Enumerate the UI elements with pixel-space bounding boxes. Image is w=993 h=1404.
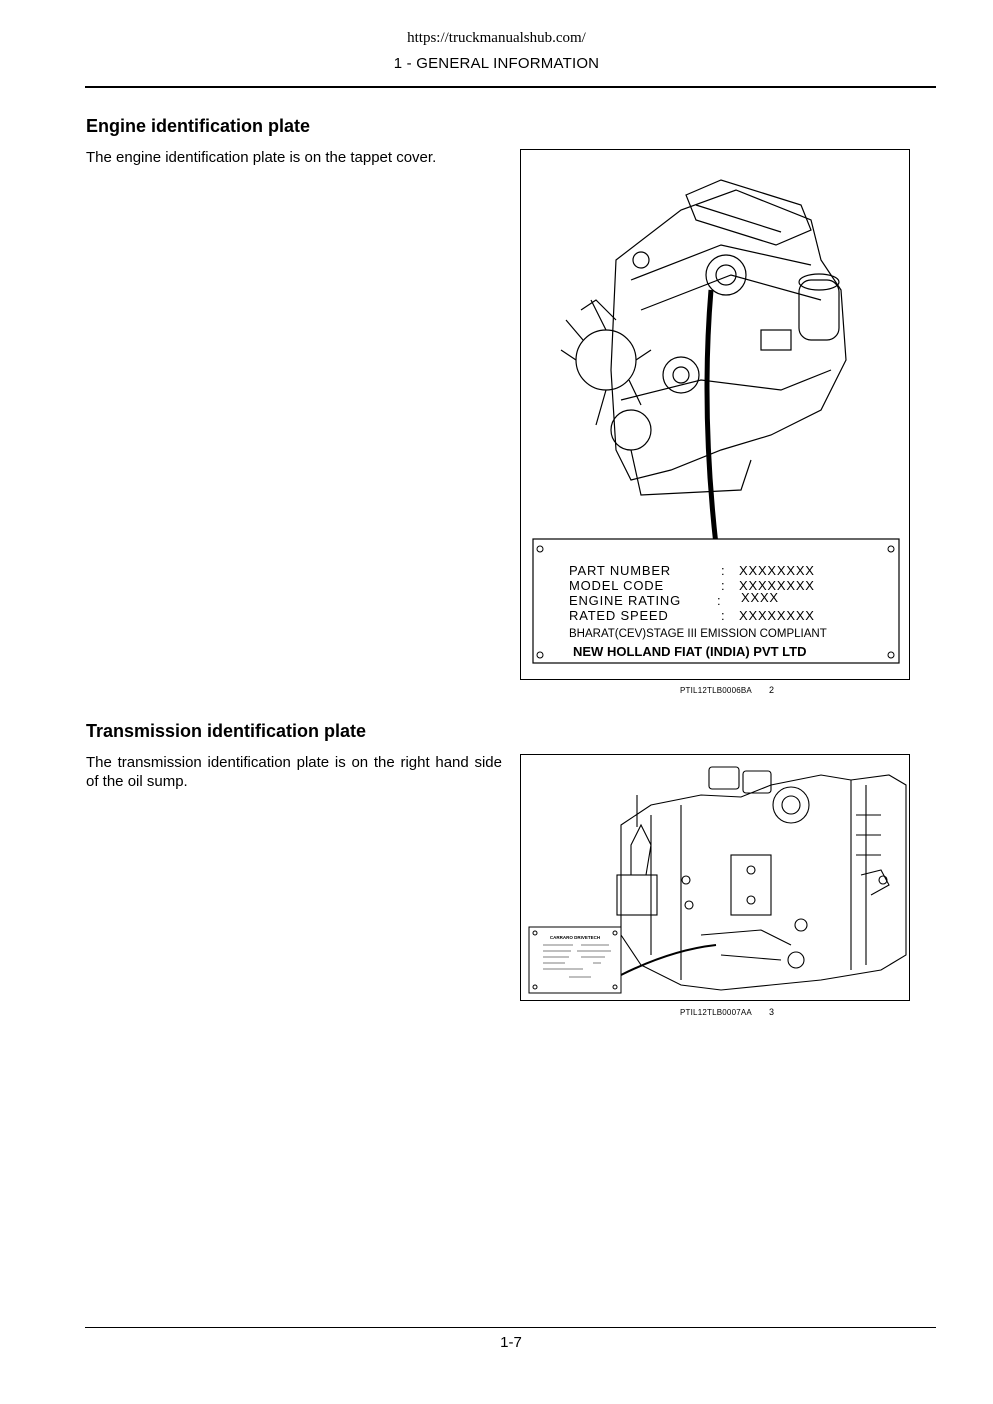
figure-2-code: PTIL12TLB0006BA [680, 686, 752, 695]
source-url[interactable]: https://truckmanualshub.com/ [407, 30, 586, 46]
plate-label-part-number: PART NUMBER [569, 563, 671, 578]
plate-sep: : [721, 578, 726, 593]
plate-value-model-code: XXXXXXXX [739, 578, 815, 593]
section-header: 1 - GENERAL INFORMATION [393, 55, 600, 72]
figure-3-number: 3 [769, 1007, 775, 1017]
transmission-figure [520, 754, 910, 1001]
plate-label-model-code: MODEL CODE [569, 578, 664, 593]
plate-manufacturer: NEW HOLLAND FIAT (INDIA) PVT LTD [573, 644, 807, 659]
plate-value-rated-speed: XXXXXXXX [739, 608, 815, 623]
transmission-plate-heading: Transmission identification plate [86, 721, 367, 741]
plate-label-engine-rating: ENGINE RATING [569, 593, 682, 608]
footer-rule [85, 1327, 936, 1328]
engine-figure [520, 149, 910, 680]
plate-compliance: BHARAT(CEV)STAGE III EMISSION COMPLIANT [569, 628, 827, 640]
transmission-illustration [521, 755, 909, 1000]
engine-plate-heading: Engine identification plate [86, 116, 311, 136]
plate-sep: : [721, 563, 726, 578]
plate-label-rated-speed: RATED SPEED [569, 608, 669, 623]
plate-value-part-number: XXXXXXXX [739, 563, 815, 578]
transmission-plate-title: CARRARO DRIVETECH [549, 935, 601, 940]
page-number: 1-7 [500, 1334, 522, 1351]
figure-3-code: PTIL12TLB0007AA [680, 1008, 752, 1017]
engine-illustration [521, 150, 909, 679]
figure-2-number: 2 [769, 685, 775, 695]
plate-sep: : [717, 593, 722, 608]
engine-plate-text: The engine identification plate is on the tappet cover. [86, 149, 437, 166]
header-rule [85, 86, 936, 88]
transmission-plate-text: The transmission identification plate is on the right hand side of the oil sump. [86, 754, 502, 790]
plate-value-engine-rating: XXXX [741, 590, 779, 605]
plate-sep: : [721, 608, 726, 623]
